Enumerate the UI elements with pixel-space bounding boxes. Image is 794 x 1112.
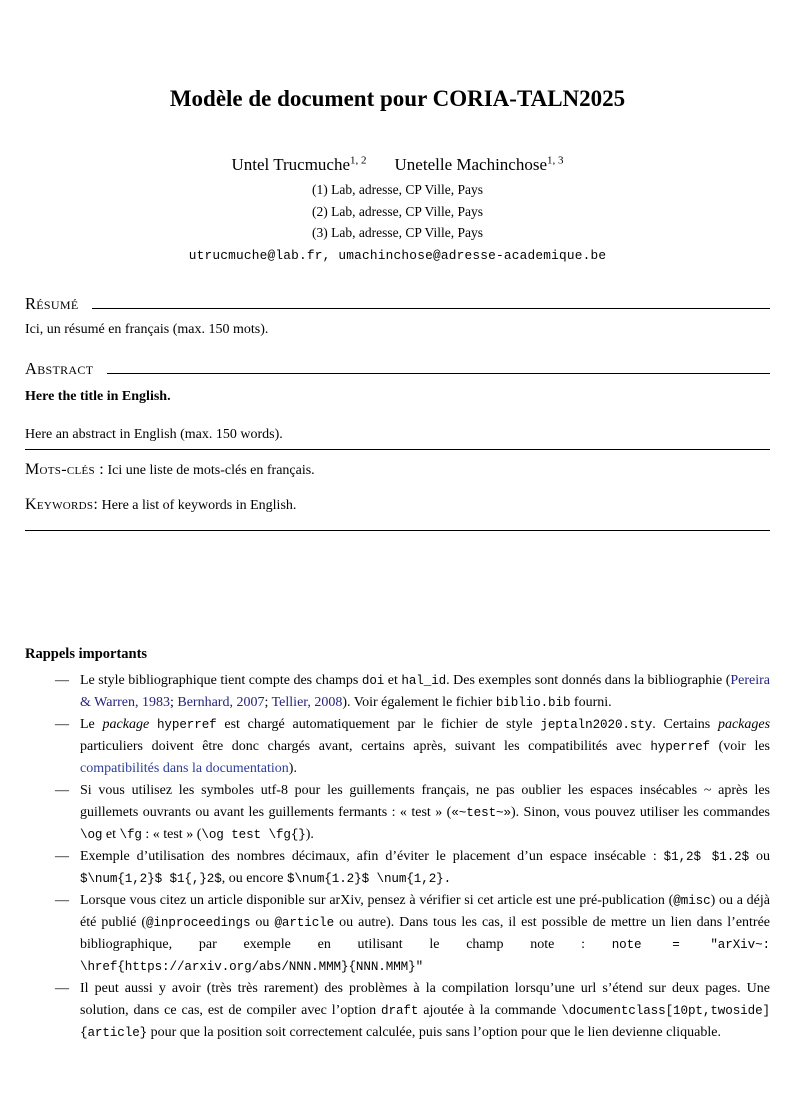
keywords-bottom-rule: [25, 530, 770, 531]
inline-code: @article: [274, 915, 335, 930]
body-text: ).: [288, 760, 297, 776]
inline-code: $\num{1.2}$ \num{1,2}.: [287, 871, 452, 886]
body-text: ) ou a déjà été publié (: [80, 892, 770, 930]
abstract-label: Abstract: [25, 358, 94, 378]
resume-label: Résumé: [25, 293, 79, 313]
inline-code: hyperref: [650, 739, 711, 754]
inline-code: $\num{1,2}$ $1{,}2$: [80, 871, 222, 886]
body-text: Le: [80, 716, 103, 732]
resume-text: Ici, un résumé en français (max. 150 mots).: [25, 321, 269, 337]
dash-bullet: —: [55, 672, 69, 688]
body-text: Exemple d’utilisation des nombres décimaux, afin d’éviter le placement d’un espace insécable :: [80, 848, 664, 864]
motscles-label: Mots-clés :: [25, 460, 104, 478]
resume-section-header: [25, 295, 770, 313]
reminder-text: [80, 714, 770, 780]
abstract-rule: [107, 373, 770, 374]
keywords-label: Keywords:: [25, 495, 99, 513]
author-1-name: Untel Trucmuche: [231, 155, 351, 174]
body-text: particuliers doivent être donc chargés avant, certains après, suivant les compatibilités avec: [80, 738, 651, 754]
abstract-text: Here an abstract in English (max. 150 words).: [25, 424, 770, 450]
doc-link[interactable]: compatibilités dans la documentation: [80, 760, 289, 776]
reminder-item: [55, 846, 770, 890]
body-text: est chargé automatiquement par le fichier de style: [216, 716, 541, 732]
reminder-item: [55, 890, 770, 978]
italic-text: packages: [717, 716, 771, 732]
inline-code: \og test \fg{}: [201, 827, 306, 842]
english-title: Here the title in English.: [25, 388, 171, 404]
reminder-text: [80, 846, 770, 890]
body-text: ou autre). Dans tous les cas, il est possible de mettre un lien dans l’entrée bibliographique, par exemple en utilisant le champ note :: [80, 914, 771, 952]
reminder-item: [55, 714, 770, 780]
reminder-text: [80, 890, 770, 978]
body-text: . Des exemples sont donnés dans la bibliographie (: [446, 672, 731, 688]
body-text: ou: [749, 848, 770, 864]
authors-line: [25, 154, 770, 176]
inline-code: note = "arXiv~: \href{https://arxiv.org/abs/NNN.MMM}{NNN.MMM}": [80, 937, 770, 974]
author-2-name: Unetelle Machinchose: [394, 155, 547, 174]
dash-bullet: —: [55, 980, 69, 996]
reminders-list: [55, 670, 770, 1044]
body-text: Si vous utilisez les symboles utf-8 pour les guillements français, ne pas oublier les espaces insécables ~ après les guillemets ouvrants ou avant les guillements fermants : « test » (: [80, 782, 770, 820]
inline-code: hal_id: [401, 673, 447, 688]
dash-bullet: —: [55, 848, 69, 864]
author-emails: utrucmuche@lab.fr, umachinchose@adresse-academique.be: [188, 247, 607, 263]
italic-text: package: [102, 716, 150, 732]
body-text: ).: [305, 826, 314, 842]
inline-code: \fg: [119, 827, 142, 842]
body-text: ). Voir également le fichier: [342, 694, 496, 710]
inline-code: @inproceedings: [146, 915, 251, 930]
body-text: . Certains: [652, 716, 718, 732]
page-title: Modèle de document pour CORIA-TALN2025: [169, 86, 626, 111]
body-text: Le style bibliographique tient compte des champs: [80, 672, 362, 688]
citation-link[interactable]: Pereira & Warren, 1983: [80, 672, 771, 710]
affiliation-2: (2) Lab, adresse, CP Ville, Pays: [312, 203, 483, 219]
author-1-superscript: 1, 2: [350, 154, 367, 167]
body-text: (voir les: [710, 738, 771, 754]
reminder-text: [80, 780, 770, 846]
dash-bullet: —: [55, 892, 69, 908]
resume-rule: [92, 308, 770, 309]
affiliation-3: (3) Lab, adresse, CP Ville, Pays: [312, 225, 483, 240]
body-text: ajoutée à la commande: [418, 1002, 562, 1018]
affiliation-1: (1) Lab, adresse, CP Ville, Pays: [312, 182, 483, 197]
motscles-line: [25, 459, 770, 482]
inline-code: «~test~»: [451, 805, 511, 820]
inline-code: \documentclass[10pt,twoside]{article}: [80, 1003, 770, 1040]
citation-link[interactable]: Bernhard, 2007: [177, 694, 265, 710]
keywords-text: Here a list of keywords in English.: [98, 497, 297, 513]
body-text: fourni.: [570, 694, 612, 710]
reminder-item: [55, 780, 770, 846]
reminder-item: [55, 670, 770, 714]
reminder-text: [80, 670, 770, 714]
inline-code: biblio.bib: [495, 695, 571, 710]
body-text: et: [384, 672, 402, 688]
dash-bullet: —: [55, 782, 69, 798]
keywords-line: [25, 494, 770, 517]
abstract-section-header: [25, 360, 770, 378]
body-text: ;: [169, 694, 178, 710]
body-text: ou: [250, 914, 275, 930]
inline-code: draft: [381, 1003, 419, 1018]
inline-code: doi: [361, 673, 385, 688]
body-text: et: [102, 826, 120, 842]
inline-code: jeptaln2020.sty: [540, 717, 653, 732]
inline-code: hyperref: [156, 717, 217, 732]
body-text: Lorsque vous citez un article disponible sur arXiv, pensez à vérifier si cet article est une pré-publication (: [80, 892, 674, 908]
reminder-text: [80, 978, 770, 1044]
reminder-item: [55, 978, 770, 1044]
body-text: Il peut aussi y avoir (très très rarement) des problèmes à la compilation lorsqu’une url s’étend sur deux pages. Une solution, dans ce cas, est de compiler avec l’option: [80, 980, 770, 1018]
motscles-text: Ici une liste de mots-clés en français.: [103, 462, 315, 478]
body-text: ;: [264, 694, 272, 710]
reminders-heading: Rappels importants: [25, 645, 148, 662]
body-text: ). Sinon, vous pouvez utiliser les commandes: [510, 804, 770, 820]
affiliations: [25, 179, 770, 244]
inline-code: $1,2$ $1.2$: [663, 849, 750, 864]
body-text: pour que la position soit correctement calculée, puis sans l’option pour que le lien devienne cliquable.: [147, 1024, 721, 1040]
body-text: [149, 717, 157, 732]
author-2: [395, 155, 564, 174]
author-1: [232, 155, 367, 174]
inline-code: @misc: [673, 893, 711, 908]
body-text: , ou encore: [221, 870, 288, 886]
inline-code: \og: [80, 827, 103, 842]
author-2-superscript: 1, 3: [547, 154, 564, 167]
dash-bullet: —: [55, 716, 69, 732]
citation-link[interactable]: Tellier, 2008: [271, 694, 343, 710]
body-text: : « test » (: [141, 826, 202, 842]
